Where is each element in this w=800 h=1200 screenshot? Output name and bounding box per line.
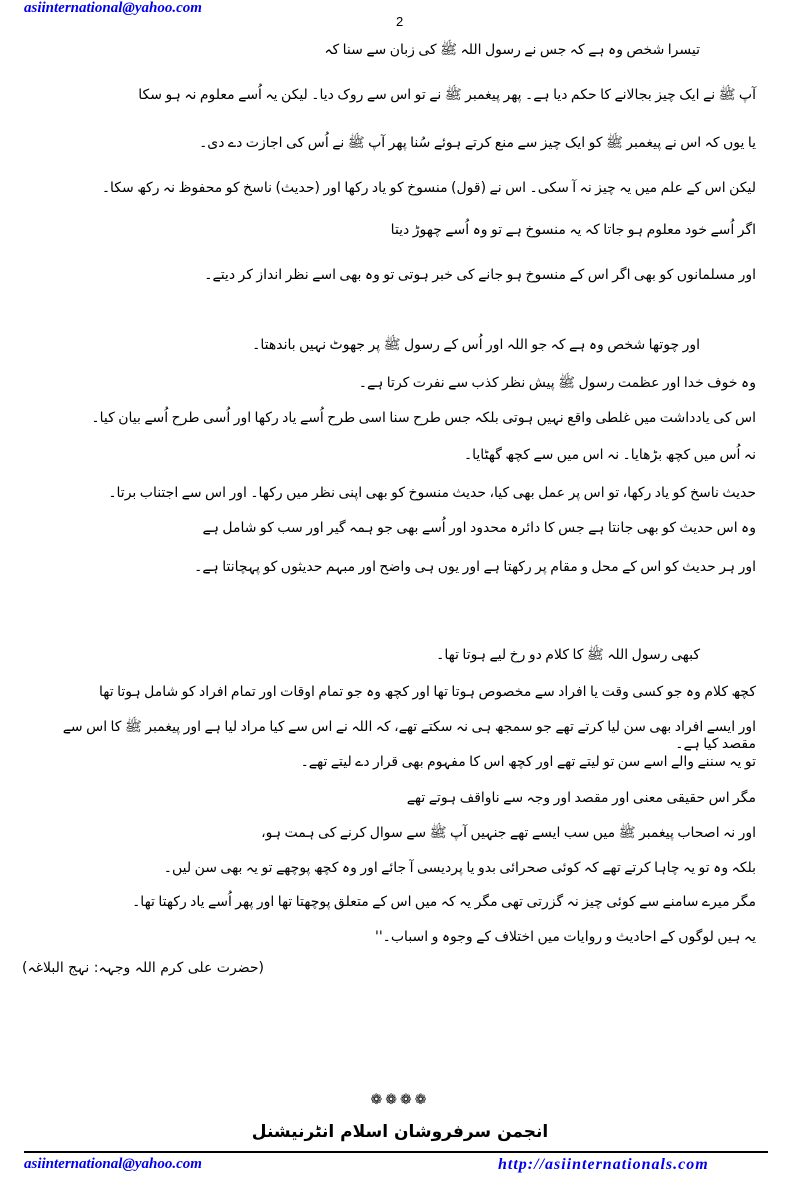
- citation: (حضرت علی کرم اللہ وجہہ: نہج البلاغہ): [22, 960, 264, 976]
- footer-email[interactable]: asiinternational@yahoo.com: [24, 1156, 202, 1172]
- text-line: تو یہ سننے والے اسے سن تو لیتے تھے اور کچھ اس کا مفہوم بھی قرار دے لیتے تھے۔: [300, 754, 756, 770]
- text-line: مگر اس حقیقی معنی اور مقصد اور وجہ سے ناواقف ہوتے تھے: [406, 790, 756, 806]
- page-number: 2: [396, 14, 404, 29]
- text-line: اس کی یادداشت میں غلطی واقع نہیں ہوتی بلکہ جس طرح سنا اسی طرح اُسے یاد رکھا اور اُسی طرح اُسے بیان کیا۔: [91, 410, 756, 426]
- text-line: بلکہ وہ تو یہ چاہا کرتے تھے کہ کوئی صحرائی بدو یا پردیسی آ جائے اور وہ کچھ پوچھے تو یہ بھی سن لیں۔: [163, 860, 756, 876]
- text-line: اور ہر حدیث کو اس کے محل و مقام پر رکھتا ہے اور یوں ہی واضح اور مبہم حدیثوں کو پہچانتا ہے۔: [194, 559, 756, 575]
- header-email[interactable]: asiinternational@yahoo.com: [24, 0, 202, 16]
- text-line: لیکن اس کے علم میں یہ چیز نہ آ سکی۔ اس نے (قول) منسوخ کو یاد رکھا اور (حدیث) ناسخ کو محفوظ نہ رکھ سکا۔: [101, 180, 756, 196]
- footer-url[interactable]: http://asiinternationals.com: [498, 1156, 709, 1173]
- text-line: وہ اس حدیث کو بھی جانتا ہے جس کا دائرہ محدود اور اُسے بھی جو ہمہ گیر اور سب کو شامل ہے: [202, 520, 756, 536]
- text-line: کبھی رسول اللہ ﷺ کا کلام دو رخ لیے ہوتا تھا۔: [436, 647, 700, 663]
- text-line: آپ ﷺ نے ایک چیز بجالانے کا حکم دیا ہے۔ پھر پیغمبر ﷺ نے تو اس سے روک دیا۔ لیکن یہ اُسے معلوم نہ ہو سکا: [138, 87, 756, 103]
- ornament-stars-icon: ❁❁❁❁: [370, 1092, 430, 1108]
- text-line: کچھ کلام وہ جو کسی وقت یا افراد سے مخصوص ہوتا تھا اور کچھ وہ جو تمام اوقات اور تمام افراد کو شامل ہوتا تھا: [99, 684, 756, 700]
- text-line: اگر اُسے خود معلوم ہو جاتا کہ یہ منسوخ ہے تو وہ اُسے چھوڑ دیتا: [390, 222, 756, 238]
- organization-title: انجمن سرفروشان اسلام انٹرنیشنل: [251, 1122, 549, 1142]
- text-line: تیسرا شخص وہ ہے کہ جس نے رسول اللہ ﷺ کی زبان سے سنا کہ: [324, 42, 700, 58]
- text-line: اور ایسے افراد بھی سن لیا کرتے تھے جو سمجھ ہی نہ سکتے تھے، کہ اللہ نے اس سے کیا مراد لیا ہے اور پیغمبر ﷺ کا اس سے مقصد کیا ہے۔: [62, 719, 756, 752]
- text-line: وہ خوف خدا اور عظمت رسول ﷺ پیش نظر کذب سے نفرت کرتا ہے۔: [358, 375, 756, 391]
- text-line: نہ اُس میں کچھ بڑھایا۔ نہ اس میں سے کچھ گھٹایا۔: [463, 447, 756, 463]
- footer-divider: [24, 1151, 768, 1153]
- text-line: حدیث ناسخ کو یاد رکھا، تو اس پر عمل بھی کیا، حدیث منسوخ کو بھی اپنی نظر میں رکھا۔ اور اس سے اجتناب برتا۔: [108, 485, 756, 501]
- text-line: مگر میرے سامنے سے کوئی چیز نہ گزرتی تھی مگر یہ کہ میں اس کے متعلق پوچھتا تھا اور پھر اُسے یاد رکھتا تھا۔: [132, 894, 756, 910]
- text-line: اور چوتھا شخص وہ ہے کہ جو اللہ اور اُس کے رسول ﷺ پر جھوٹ نہیں باندھتا۔: [252, 337, 700, 353]
- text-line: اور مسلمانوں کو بھی اگر اس کے منسوخ ہو جانے کی خبر ہوتی تو وہ بھی اسے نظر انداز کر دیتے۔: [204, 267, 756, 283]
- text-line: یہ ہیں لوگوں کے احادیث و روایات میں اختلاف کے وجوہ و اسباب۔'': [374, 929, 756, 945]
- text-line: یا یوں کہ اس نے پیغمبر ﷺ کو ایک چیز سے منع کرتے ہوئے سُنا پھر آپ ﷺ نے اُس کی اجازت دے دی۔: [199, 135, 756, 151]
- text-line: اور نہ اصحاب پیغمبر ﷺ میں سب ایسے تھے جنہیں آپ ﷺ سے سوال کرنے کی ہمت ہو،: [261, 825, 756, 841]
